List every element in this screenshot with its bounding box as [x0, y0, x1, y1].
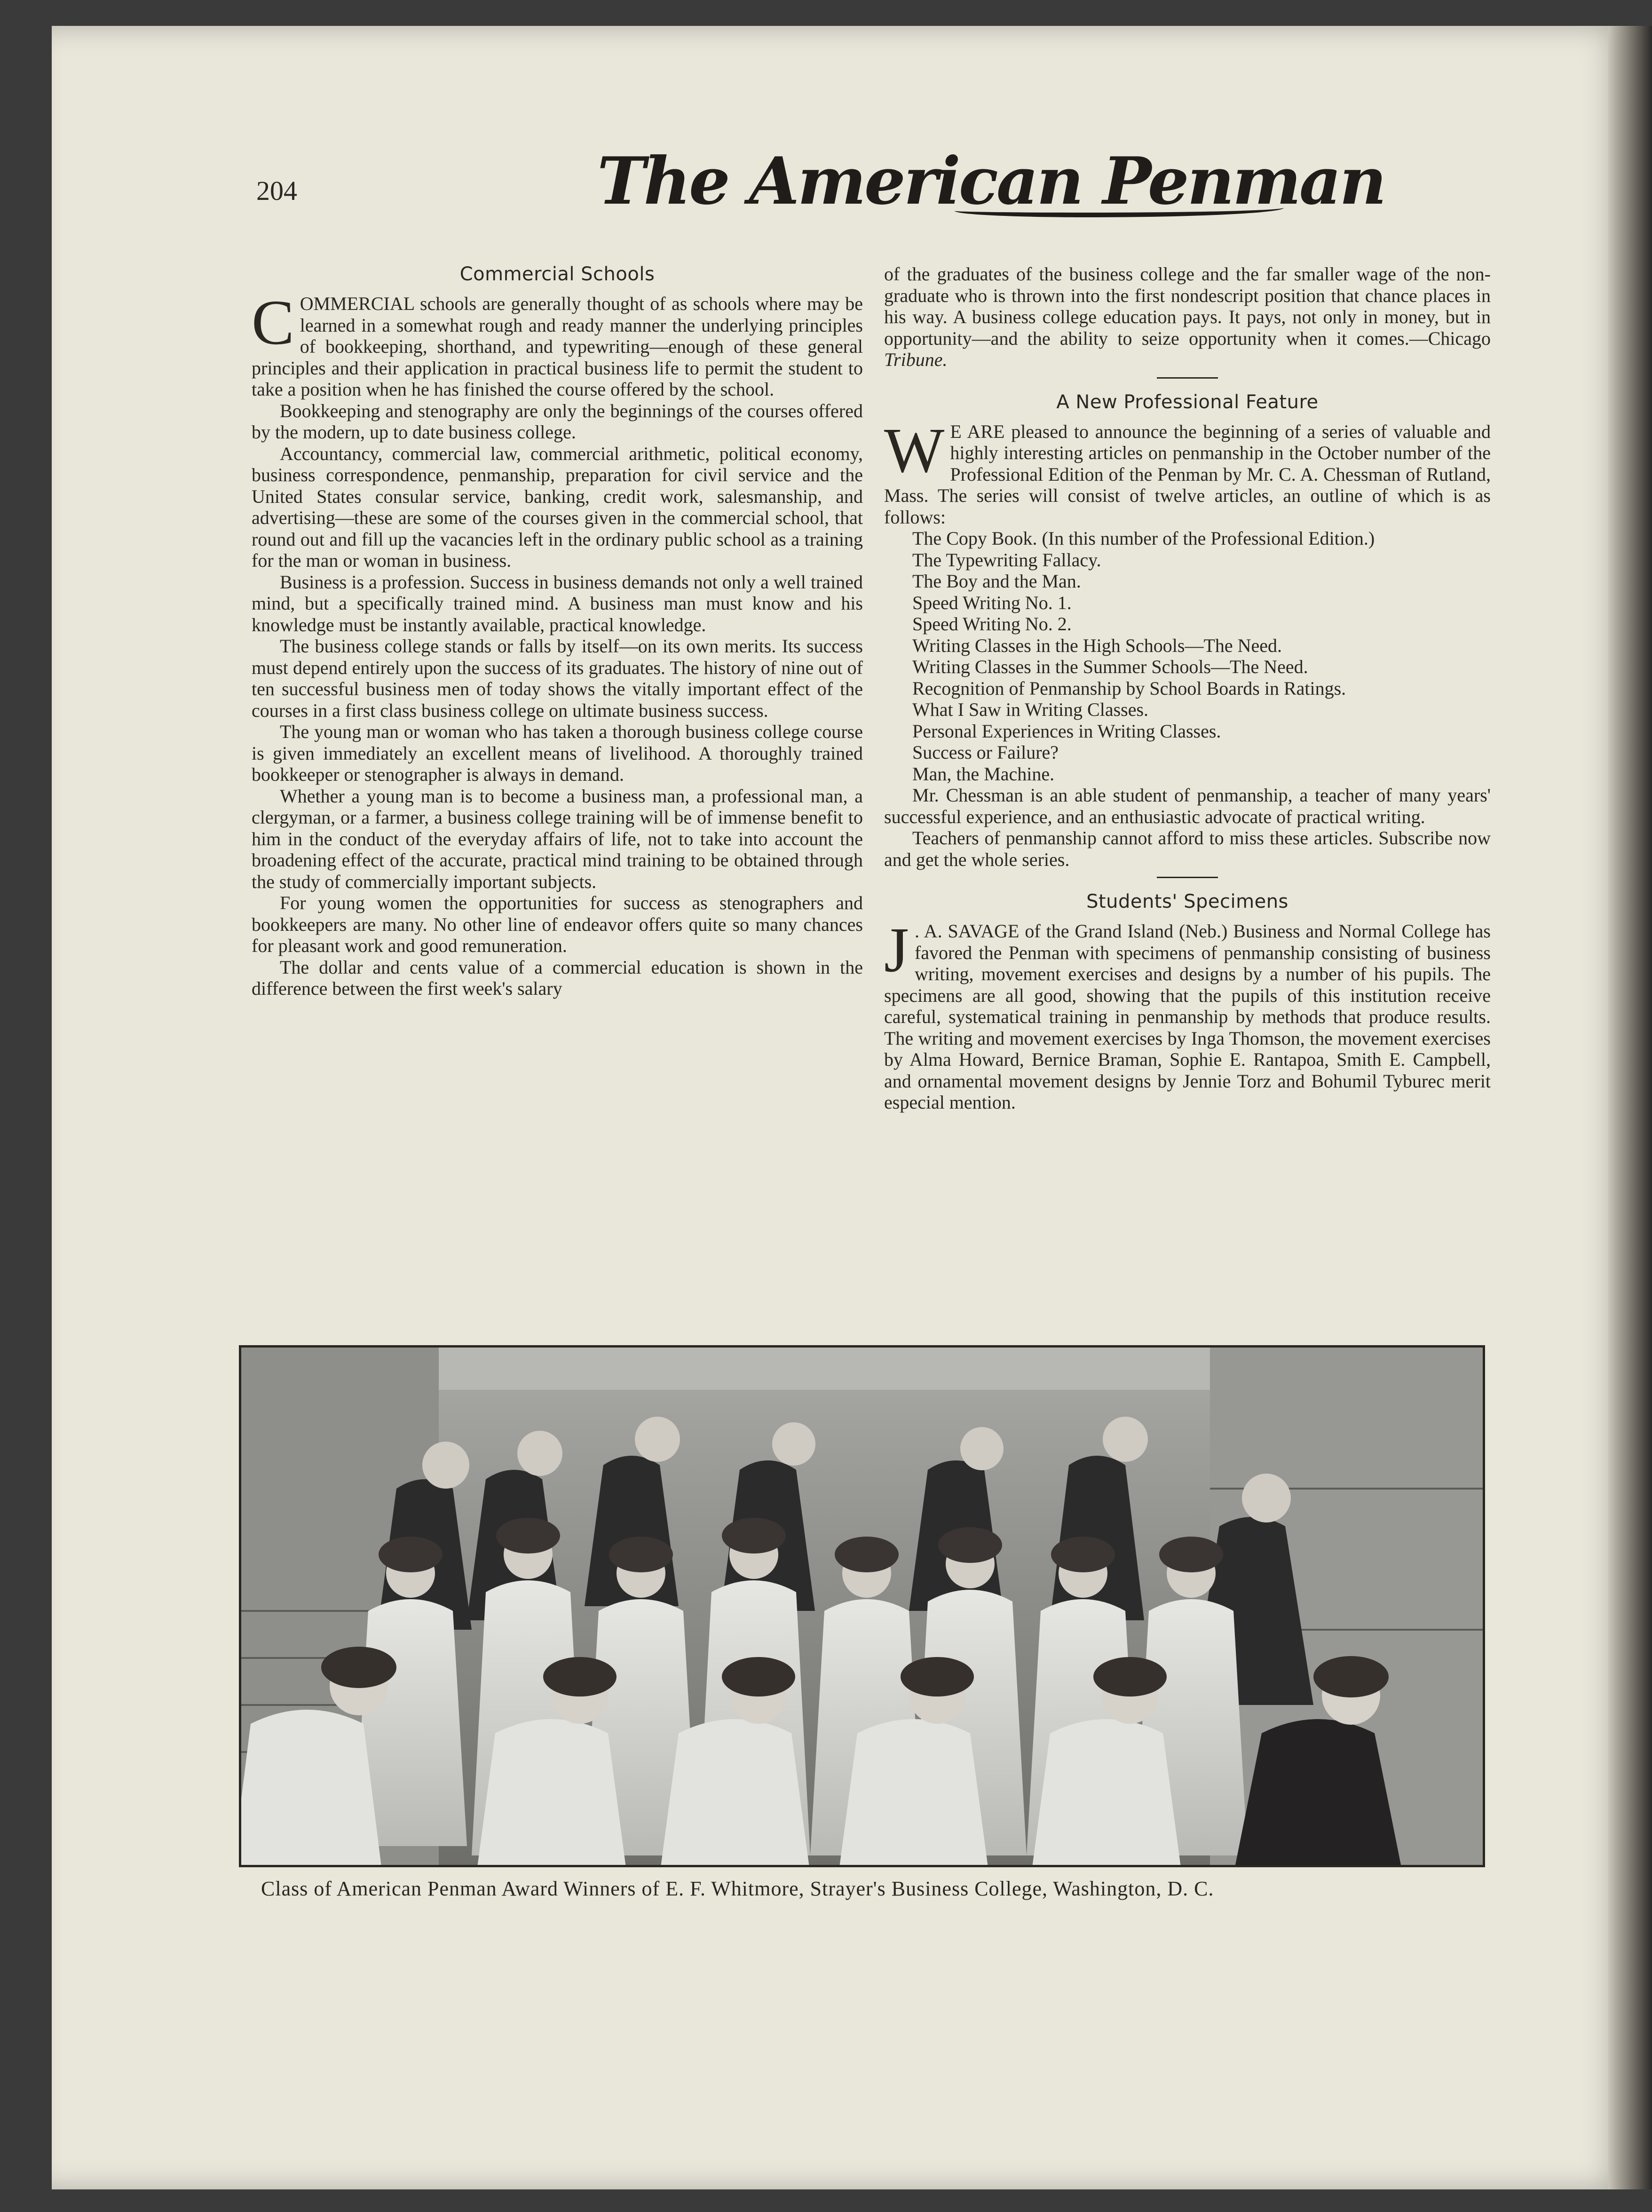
specimens-paragraph: J . A. SAVAGE of the Grand Island (Neb.) Business and Normal College has favored the Penman with specimens of penmanship consisting of business writing, movement exercises and designs by a number of his pupils. The specimens are all good, showing that the pupils of this institution receive careful, systematical training in penmanship by methods that produce results. The writing and movement exercises by Inga Thomson, the movement exercises by Alma Howard, Bernice Braman, Sophie E. Rantapoa, Smith E. Campbell, and ornamental movement designs by Jennie Torz and Bohumil Tyburec merit especial mention. — [884, 915, 1491, 1113]
article-continuation: of the graduates of the business college and the far smaller wage of the non-graduate who is thrown into the first nondescript position that chance places in his way. A business college education pays. It pays, not only in money, but in opportunity—and the ability to seize opportunity when it comes.—Chicago Tribune. — [884, 263, 1491, 370]
new-feature-heading: A New Professional Feature — [1056, 391, 1319, 413]
section-divider — [1157, 377, 1218, 379]
article-paragraph: The dollar and cents value of a commercial education is shown in the difference between the first week's salary — [252, 956, 863, 999]
feature-closing: Mr. Chessman is an able student of penmanship, a teacher of many years' successful experience, and an enthusiastic advocate of practical writing. — [884, 785, 1491, 827]
list-item: Success or Failure? — [912, 742, 1059, 763]
commercial-schools-heading: Commercial Schools — [459, 263, 655, 285]
feature-closing: Teachers of penmanship cannot afford to miss these articles. Subscribe now and get the whole series. — [884, 827, 1491, 870]
drop-cap: W — [884, 415, 945, 486]
list-item: Writing Classes in the Summer Schools—The Need. — [912, 656, 1308, 677]
class-group-photo — [239, 1345, 1485, 1867]
list-item: Speed Writing No. 2. — [912, 613, 1072, 634]
page-number: 204 — [256, 175, 297, 206]
article-paragraph: For young women the opportunities for success as stenographers and bookkeepers are many. No other line of endeavor offers quite so many chances for pleasant work and good remuneration. — [252, 892, 863, 956]
students-specimens-heading: Students' Specimens — [1086, 891, 1288, 912]
right-column — [884, 263, 1491, 1113]
list-item: The Boy and the Man. — [912, 571, 1081, 592]
source-credit: Tribune. — [884, 349, 948, 370]
left-column — [252, 261, 863, 999]
article-outline-list — [884, 528, 1491, 785]
list-item: The Copy Book. (In this number of the Professional Edition.) — [912, 528, 1375, 549]
article-paragraph: Bookkeeping and stenography are only the beginnings of the courses offered by the modern, up to date business college. — [252, 400, 863, 443]
list-item: Writing Classes in the High Schools—The Need. — [912, 634, 1282, 656]
article-paragraph: COMMERCIAL schools are generally thought of as schools where may be learned in a somewhat rough and ready manner the underlying principles of bookkeeping, shorthand, and typewriting—enough of these general principles and their application in practical business life to permit the student to take a position when he has finished the course offered by the school. — [252, 287, 863, 400]
binding-gutter — [1608, 26, 1652, 2189]
article-paragraph: Whether a young man is to become a business man, a professional man, a clergyman, or a farmer, a business college training will be of immense benefit to him in the conduct of the everyday affairs of life, not to take into account the broadening effect of the accurate, practical mind training to be obtained through the study of commercially important subjects. — [252, 785, 863, 892]
article-paragraph: The young man or woman who has taken a thorough business college course is given immediately an excellent means of livelihood. A thoroughly trained bookkeeper or stenographer is always in demand. — [252, 721, 863, 785]
group-photo-illustration — [241, 1348, 1483, 1865]
list-item: Man, the Machine. — [912, 763, 1055, 785]
section-divider — [1157, 877, 1218, 878]
photo-caption: Class of American Penman Award Winners of E. F. Whitmore, Strayer's Business College, Washington, D. C. — [261, 1877, 1214, 1900]
list-item: Personal Experiences in Writing Classes. — [912, 720, 1221, 742]
article-paragraph: Business is a profession. Success in business demands not only a well trained mind, but a specifically trained mind. A business man must know and his knowledge must be instantly available, practical knowledge. — [252, 571, 863, 635]
masthead-logo — [597, 141, 1385, 221]
list-item: What I Saw in Writing Classes. — [912, 699, 1149, 720]
list-item: Recognition of Penmanship by School Boards in Ratings. — [912, 677, 1346, 699]
article-paragraph: The business college stands or falls by itself—on its own merits. Its success must depend entirely upon the success of its graduates. The history of nine out of ten successful business men of today shows the vitally important effect of the courses in a first class business college on ultimate business success. — [252, 635, 863, 721]
list-item: Speed Writing No. 1. — [912, 592, 1072, 613]
article-paragraph: Accountancy, commercial law, commercial arithmetic, political economy, business correspondence, penmanship, preparation for civil service and the United States consular service, banking, credit work, salesmanship, and advertising—these are some of the courses given in the commercial school, that round out and fill up the vacancies left in the ordinary public school as a training for the man or woman in business. — [252, 443, 863, 571]
list-item: The Typewriting Fallacy. — [912, 549, 1101, 571]
masthead-title: The American Penman — [597, 143, 1385, 219]
drop-cap: C — [252, 287, 294, 358]
drop-cap: J — [884, 915, 909, 985]
feature-intro: W E ARE pleased to announce the beginning of a series of valuable and highly interesting articles on penmanship in the October number of the Professional Edition of the Penman by Mr. C. A. Chessman of Rutland, Mass. The series will consist of twelve articles, an outline of which is as follows: — [884, 415, 1491, 528]
